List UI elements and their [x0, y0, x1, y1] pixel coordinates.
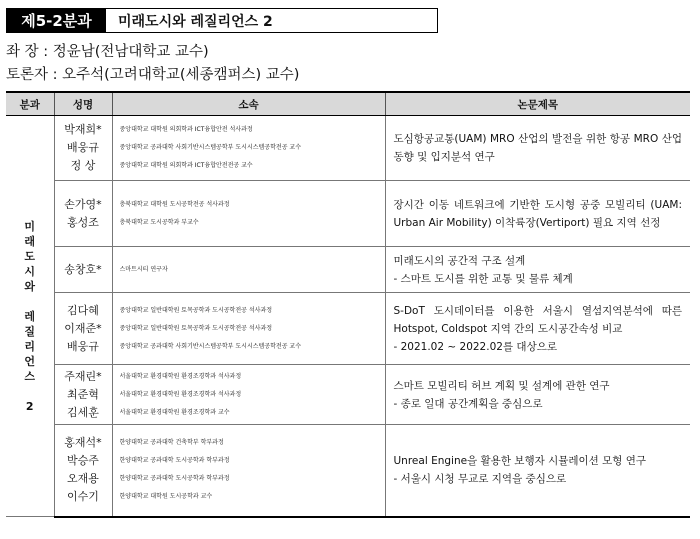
chairs-block	[6, 41, 299, 87]
names-cell	[54, 425, 112, 517]
table-row	[6, 293, 690, 365]
division-cell	[6, 116, 54, 517]
session-label: 제5-2분과	[7, 9, 106, 32]
author-name: 최준혁	[67, 387, 99, 401]
names-cell	[54, 293, 112, 365]
affiliation-line: 한양대학교 대학원 도시공학과 교수	[119, 493, 213, 501]
division-char: 질	[24, 324, 36, 338]
names-cell	[54, 365, 112, 425]
affiliation-cell	[112, 293, 385, 365]
division-char: 미	[24, 219, 36, 233]
names-cell	[54, 116, 112, 181]
division-char: 래	[24, 234, 36, 248]
header-division: 분과	[6, 92, 54, 116]
chair-line: 좌 장 : 정윤남(전남대학교 교수)	[6, 44, 209, 60]
author-name: 박승주	[67, 454, 99, 468]
division-char: 스	[24, 369, 36, 383]
paper-title-line: - 서울시 시청 무교로 지역을 중심으로	[393, 473, 567, 486]
author-name: 홍재석*	[64, 436, 102, 450]
affiliation-line: 한양대학교 공과대학 건축학부 학부과정	[119, 439, 224, 447]
table-row	[6, 425, 690, 517]
affiliation-cell	[112, 247, 385, 293]
paper-title-line: 미래도시의 공간적 구조 설계	[393, 254, 526, 267]
division-char: 시	[24, 264, 36, 278]
discussant-line: 토론자 : 오주석(고려대학교(세종캠퍼스) 교수)	[6, 67, 300, 83]
affiliation-line: 중앙대학교 대학원 의회학과 ICT융합안전 석사과정	[119, 126, 253, 133]
affiliation-cell	[112, 116, 385, 181]
division-char: 2	[25, 399, 34, 413]
paper-title-cell	[385, 365, 690, 425]
paper-title-cell	[385, 425, 690, 517]
affiliation-line: 중앙대학교 공과대학 사회기반시스템공학부 도시시스템공학전공 교수	[119, 342, 302, 350]
author-name: 이수기	[67, 490, 99, 504]
author-name: 김세훈	[67, 405, 99, 419]
affiliation-line: 스마트시티 연구자	[119, 265, 168, 273]
names-cell	[54, 247, 112, 293]
affiliation-line: 중앙대학교 대학원 의회학과 ICT융합안전전공 교수	[119, 162, 253, 169]
paper-title-cell	[385, 116, 690, 181]
paper-title-line: 도심항공교통(UAM) MRO 산업의 발전을 위한 항공 MRO 산업 동향 및 입지분석 연구	[393, 133, 682, 163]
session-name: 미래도시와 레질리언스 2	[118, 13, 273, 30]
division-char	[24, 294, 35, 309]
affiliation-line: 충북대학교 대학원 도시공학전공 석사과정	[119, 200, 230, 208]
affiliation-cell	[112, 365, 385, 425]
paper-title-line: - 스마트 도시를 위한 교통 및 물류 체계	[393, 272, 573, 285]
affiliation-line: 한양대학교 공과대학 도시공학과 학부과정	[119, 475, 230, 483]
schedule-table	[6, 91, 690, 518]
names-cell	[54, 181, 112, 247]
paper-title-line: Unreal Engine을 활용한 보행자 시뮬레이션 모형 연구	[393, 455, 647, 468]
paper-title-cell	[385, 293, 690, 365]
author-name: 오재용	[67, 472, 99, 486]
table-row	[6, 116, 690, 181]
division-char: 언	[24, 354, 36, 368]
affiliation-line: 충북대학교 도시공학과 부교수	[119, 218, 199, 226]
affiliation-line: 중앙대학교 일반대학원 토목공학과 도시공학전공 석사과정	[119, 324, 273, 332]
header-paper-title: 논문제목	[385, 92, 690, 116]
paper-title-line: - 종로 일대 공간계획을 중심으로	[393, 397, 543, 410]
author-name: 이재준*	[64, 321, 102, 335]
header-name: 성명	[54, 92, 112, 116]
paper-title-cell	[385, 181, 690, 247]
author-name: 손가영*	[64, 197, 102, 211]
affiliation-cell	[112, 425, 385, 517]
paper-title-cell	[385, 247, 690, 293]
division-char: 리	[24, 339, 36, 353]
division-char: 와	[24, 279, 36, 293]
division-char	[24, 384, 35, 399]
division-char: 도	[24, 249, 36, 263]
division-char: 레	[24, 309, 36, 323]
paper-title-line: - 2021.02 ~ 2022.02를 대상으로	[393, 340, 557, 353]
paper-title-line: 스마트 모빌리티 허브 계획 및 설계에 관한 연구	[393, 379, 610, 392]
session-title-bar	[6, 8, 438, 33]
author-name: 송창호*	[64, 262, 102, 276]
affiliation-line: 중앙대학교 공과대학 사회기반시스템공학부 도시시스템공학전공 교수	[119, 144, 302, 151]
paper-title-line: 장시간 이동 네트워크에 기반한 도시형 공중 모빌리티 (UAM: Urban Air Mobility) 이착륙장(Vertiport) 필요 지역 선정	[393, 198, 682, 229]
table-row	[6, 365, 690, 425]
table-row	[6, 181, 690, 247]
author-name: 주재린*	[64, 369, 102, 383]
affiliation-line: 중앙대학교 일반대학원 토목공학과 도시공학전공 석사과정	[119, 306, 273, 314]
table-header-row	[6, 92, 690, 116]
author-name: 박재희*	[64, 123, 102, 136]
affiliation-line: 서울대학교 환경대학원 환경조경학과 교수	[119, 408, 230, 416]
header-affiliation: 소속	[112, 92, 385, 116]
affiliation-line: 서울대학교 환경대학원 환경조경학과 석사과정	[119, 372, 242, 380]
author-name: 배웅규	[67, 141, 99, 154]
author-name: 김다혜	[67, 303, 99, 317]
affiliation-cell	[112, 181, 385, 247]
affiliation-line: 서울대학교 환경대학원 환경조경학과 석사과정	[119, 390, 242, 398]
author-name: 정 상	[70, 159, 96, 172]
affiliation-line: 한양대학교 공과대학 도시공학과 학부과정	[119, 457, 230, 465]
table-row	[6, 247, 690, 293]
author-name: 배웅규	[67, 339, 99, 353]
author-name: 홍성조	[67, 215, 99, 229]
paper-title-line: S-DoT 도시데이터를 이용한 서울시 열섬지역분석에 따른 Hotspot, Coldspot 지역 간의 도시공간속성 비교	[393, 304, 682, 335]
